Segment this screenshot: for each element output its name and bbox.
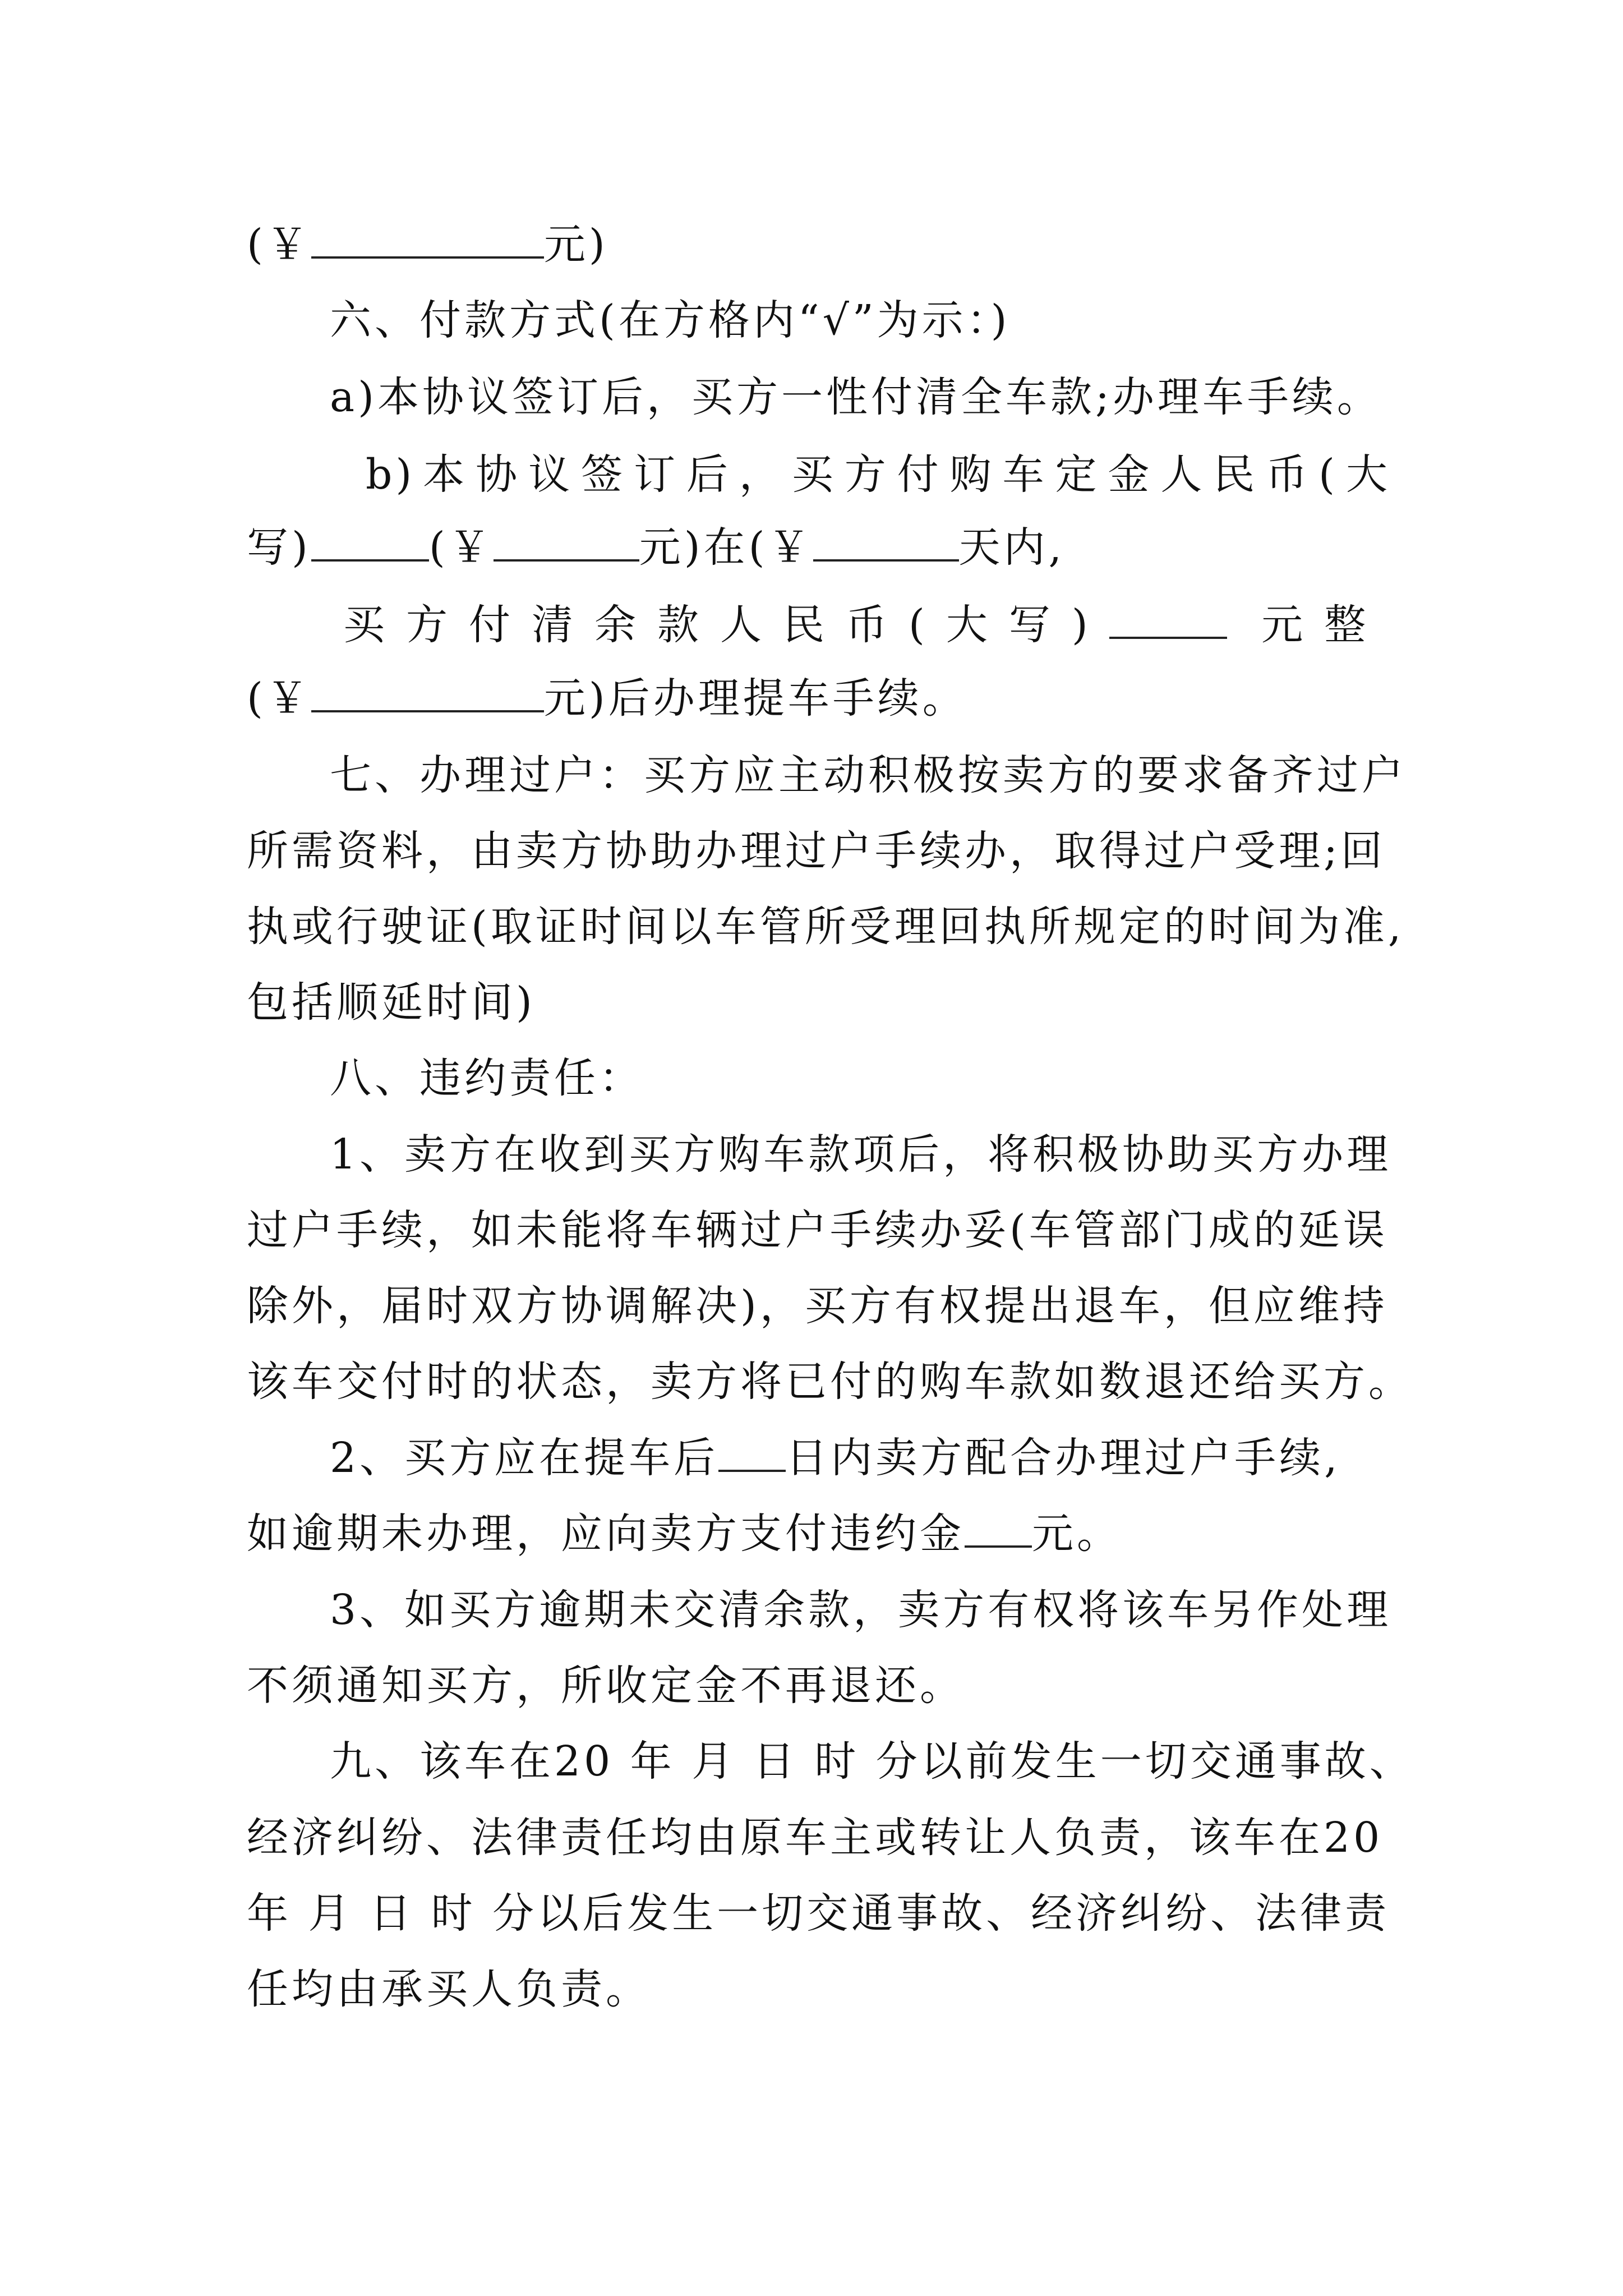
paragraph-line: 执或行驶证(取证时间以车管所受理回执所规定的时间为准, — [247, 903, 1405, 951]
text-segment: 元。 — [1032, 1510, 1122, 1558]
fill-blank — [813, 526, 959, 562]
paragraph-line: 过户手续，如未能将车辆过户手续办妥(车管部门成的延误 — [247, 1206, 1388, 1254]
text-segment: (￥ — [247, 220, 311, 269]
fill-blank — [1109, 603, 1227, 639]
text-segment: 日内卖方配合办理过户手续, — [786, 1434, 1341, 1482]
fill-blank — [311, 677, 544, 712]
payment-option-b: b)本协议签订后，买方付购车定金人民币(大 — [366, 450, 1391, 499]
paragraph-line: 经济纠纷、法律责任均由原车主或转让人负责，该车在20 — [247, 1814, 1384, 1862]
section-heading-payment: 六、付款方式(在方格内“√”为示：) — [330, 296, 1011, 344]
clause-3-line: 3、如买方逾期未交清余款，卖方有权将该车另作处理 — [330, 1586, 1392, 1634]
paragraph-line: 该车交付时的状态，卖方将已付的购车款如数退还给买方。 — [247, 1358, 1413, 1406]
clause-1-line: 1、卖方在收到买方购车款项后，将积极协助买方办理 — [330, 1130, 1392, 1179]
balance-payment-figure — [247, 670, 1391, 726]
text-segment: 如逾期未办理，应向卖方支付违约金 — [247, 1510, 965, 1558]
text-segment: 2、买方应在提车后 — [330, 1434, 719, 1482]
paragraph-line: 年 月 日 时 分以后发生一切交通事故、经济纠纷、法律责 — [247, 1889, 1390, 1938]
text-segment: 天内, — [958, 523, 1066, 572]
text-segment: 元)在(￥ — [639, 523, 813, 572]
fill-blank — [494, 526, 639, 562]
paragraph-line: 所需资料，由卖方协助办理过户手续办，取得过户受理;回 — [247, 827, 1386, 875]
text-segment: 买方付清余款人民币(大写) — [343, 601, 1109, 649]
text-segment: (￥ — [428, 523, 494, 572]
payment-option-b-amounts — [247, 519, 1391, 576]
section-heading-liability: 九、该车在20 年 月 日 时 分以前发生一切交通事故、 — [330, 1737, 1414, 1786]
paragraph-line: 任均由承买人负责。 — [247, 1965, 651, 2013]
text-segment: 元) — [543, 220, 608, 269]
clause-2-line — [330, 1430, 1391, 1486]
line-price-figure — [247, 217, 1391, 273]
balance-payment-line — [343, 597, 1391, 653]
paragraph-line: 不须通知买方，所收定金不再退还。 — [247, 1662, 965, 1710]
text-segment: (￥ — [247, 674, 311, 723]
text-segment: 元)后办理提车手续。 — [543, 674, 967, 723]
section-heading-transfer: 七、办理过户：买方应主动积极按卖方的要求备齐过户 — [330, 751, 1407, 799]
paragraph-line: 包括顺延时间) — [247, 978, 536, 1027]
text-segment: 写) — [247, 523, 311, 572]
fill-blank — [965, 1512, 1032, 1548]
fill-blank — [718, 1436, 786, 1472]
fill-blank — [311, 526, 429, 562]
section-heading-breach: 八、违约责任： — [330, 1054, 644, 1102]
payment-option-a: a)本协议签订后，买方一性付清全车款;办理车手续。 — [330, 373, 1382, 421]
text-segment: 元整 — [1261, 601, 1387, 649]
fill-blank — [311, 223, 544, 259]
paragraph-line: 除外，届时双方协调解决)，买方有权提出退车，但应维持 — [247, 1282, 1388, 1330]
clause-2-penalty — [247, 1506, 1391, 1562]
